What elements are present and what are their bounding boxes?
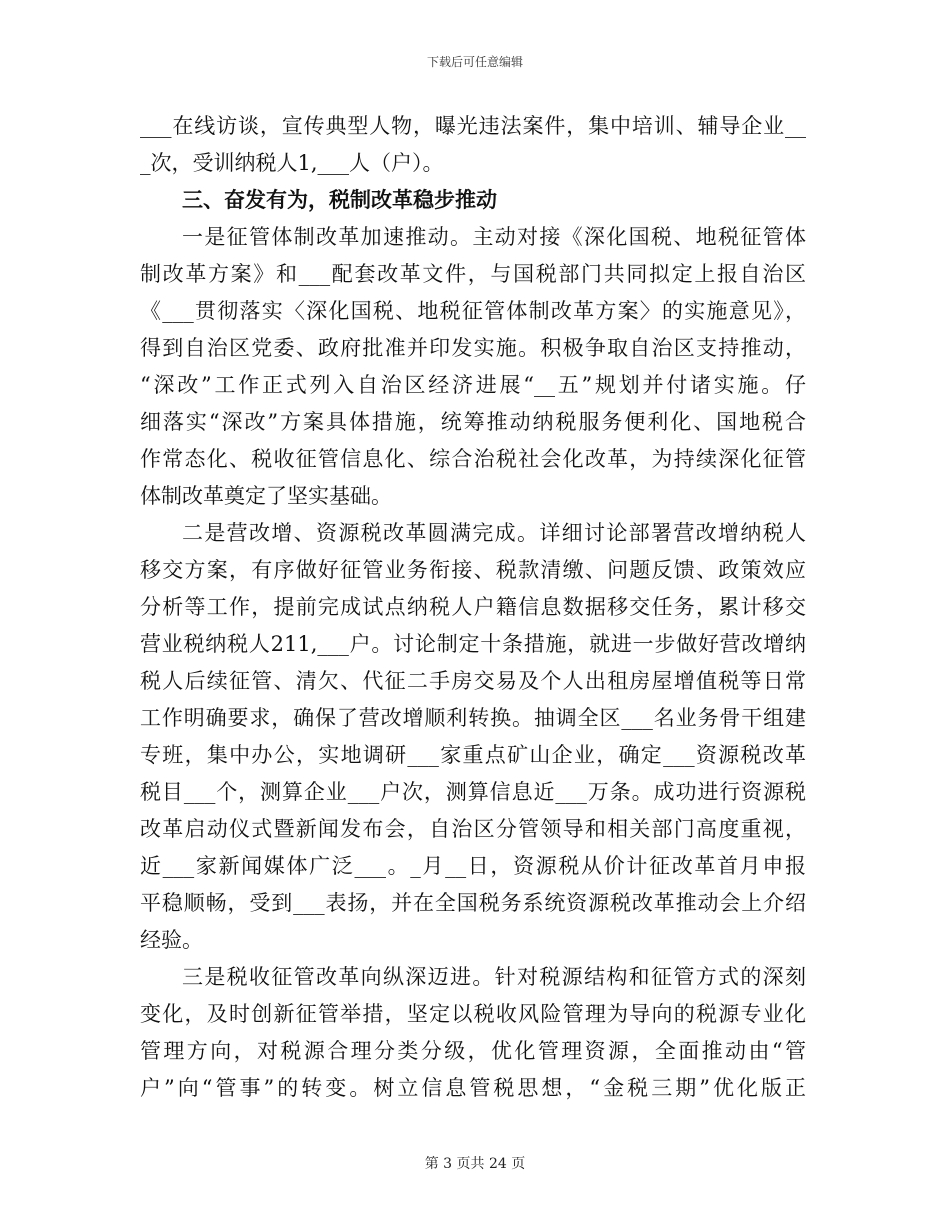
text-line: 近___家新闻媒体广泛___。_月__日，资源税从价计征改革首月申报 bbox=[140, 854, 806, 878]
page-header: 下载后可任意编辑 bbox=[426, 55, 523, 69]
page-footer: 第 3 页共 24 页 bbox=[424, 1156, 526, 1172]
text-line: 作常态化、税收征管信息化、综合治税社会化改革，为持续深化征管 bbox=[140, 447, 806, 471]
section-heading: 三、奋发有为，税制改革稳步推动 bbox=[182, 188, 497, 212]
text-line: 税目___个，测算企业___户次，测算信息近___万条。成功进行资源税 bbox=[140, 780, 806, 804]
text-line: 《___贯彻落实〈深化国税、地税征管体制改革方案〉的实施意见》， bbox=[140, 299, 806, 323]
text-line: 平稳顺畅，受到___表扬，并在全国税务系统资源税改革推动会上介绍 bbox=[140, 891, 806, 915]
text-line: 税人后续征管、清欠、代征二手房交易及个人出租房屋增值税等日常 bbox=[140, 669, 806, 693]
paragraph-first-line: 一是征管体制改革加速推动。主动对接《深化国税、地税征管体 bbox=[182, 225, 806, 249]
text-line: 户”向“管事”的转变。树立信息管税思想，“金税三期”优化版正 bbox=[140, 1076, 806, 1100]
text-line: 体制改革奠定了坚实基础。 bbox=[140, 484, 392, 508]
text-line: 营业税纳税人211,___户。讨论制定十条措施，就进一步做好营改增纳 bbox=[140, 632, 806, 656]
text-line: 管理方向，对税源合理分类分级，优化管理资源，全面推动由“管 bbox=[140, 1039, 806, 1063]
paragraph-first-line: 二是营改增、资源税改革圆满完成。详细讨论部署营改增纳税人 bbox=[182, 521, 806, 545]
paragraph-first-line: 三是税收征管改革向纵深迈进。针对税源结构和征管方式的深刻 bbox=[182, 965, 806, 989]
text-line: 制改革方案》和___配套改革文件，与国税部门共同拟定上报自治区 bbox=[140, 262, 806, 286]
text-line: “深改”工作正式列入自治区经济进展“__五”规划并付诸实施。仔 bbox=[140, 373, 806, 397]
text-line: 移交方案，有序做好征管业务衔接、税款清缴、问题反馈、政策效应 bbox=[140, 558, 806, 582]
text-line: 变化，及时创新征管举措，坚定以税收风险管理为导向的税源专业化 bbox=[140, 1002, 806, 1026]
text-line: 经验。 bbox=[140, 928, 203, 952]
text-line: 分析等工作，提前完成试点纳税人户籍信息数据移交任务，累计移交 bbox=[140, 595, 806, 619]
text-line: 改革启动仪式暨新闻发布会，自治区分管领导和相关部门高度重视， bbox=[140, 817, 806, 841]
text-line: _次，受训纳税人1,___人（户）。 bbox=[140, 151, 444, 175]
text-line: ___在线访谈，宣传典型人物，曝光违法案件，集中培训、辅导企业__ bbox=[140, 114, 806, 138]
text-line: 专班，集中办公，实地调研___家重点矿山企业，确定___资源税改革 bbox=[140, 743, 806, 767]
document-body bbox=[140, 108, 806, 1107]
text-line: 细落实“深改”方案具体措施，统筹推动纳税服务便利化、国地税合 bbox=[140, 410, 806, 434]
text-line: 工作明确要求，确保了营改增顺利转换。抽调全区___名业务骨干组建 bbox=[140, 706, 806, 730]
text-line: 得到自治区党委、政府批准并印发实施。积极争取自治区支持推动， bbox=[140, 336, 806, 360]
